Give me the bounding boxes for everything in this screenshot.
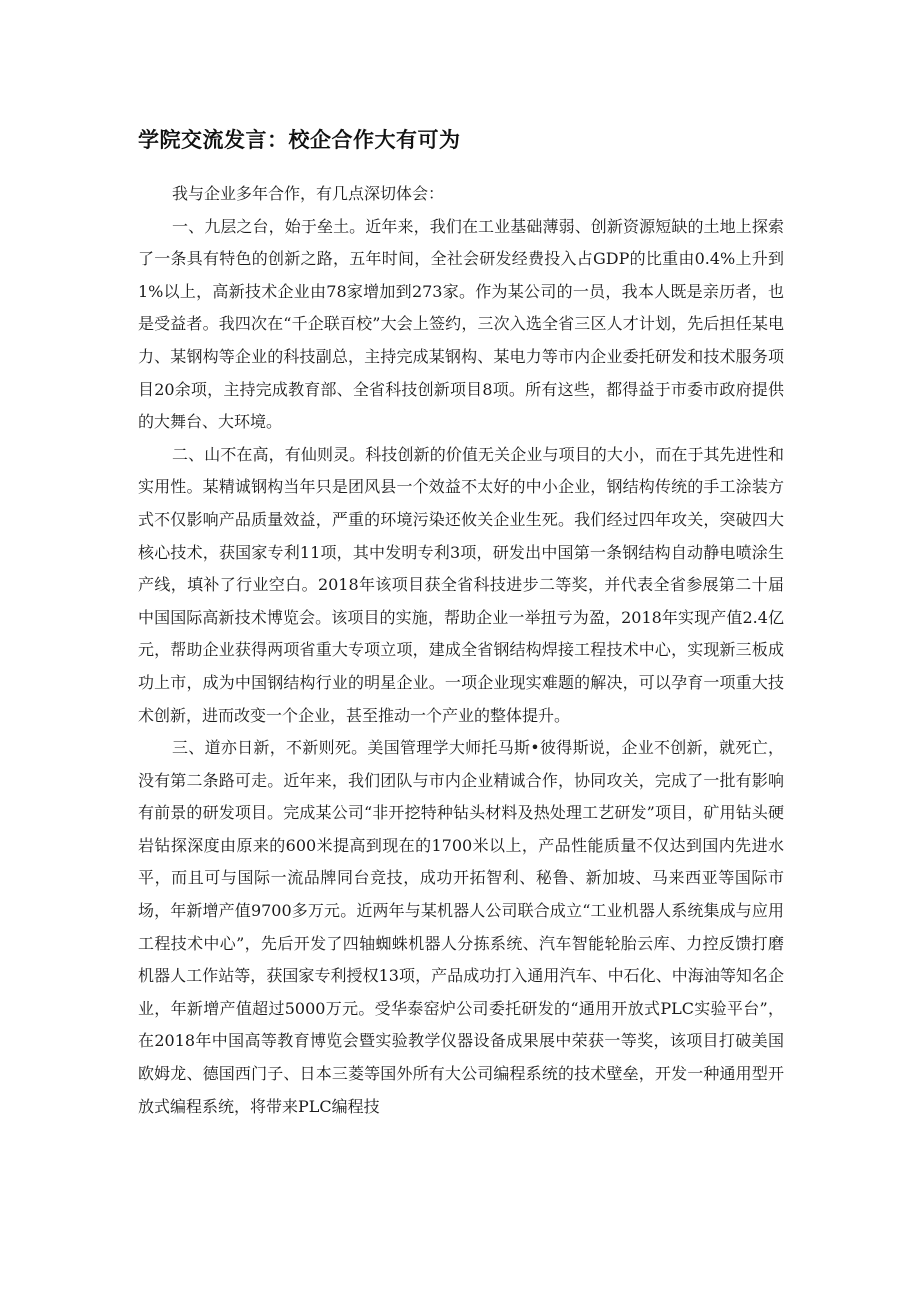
paragraph-point-three: 三、道亦日新，不新则死。美国管理学大师托马斯•彼得斯说，企业不创新，就死亡，没有第二条路可走。近年来，我们团队与市内企业精诚合作，协同攻关，完成了一批有影响有前景的研发项目。完成某公司“非开挖特种钻头材料及热处理工艺研发”项目，矿用钻头硬岩钻探深度由原来的600米提高到现在的1700米以上，产品性能质量不仅达到国内先进水平，而且可与国际一流品牌同台竞技，成功开拓智利、秘鲁、新加坡、马来西亚等国际市场，年新增产值9700多万元。近两年与某机器人公司联合成立“工业机器人系统集成与应用工程技术中心”，先后开发了四轴蜘蛛机器人分拣系统、汽车智能轮胎云库、力控反馈打磨机器人工作站等，获国家专利授权13项，产品成功打入通用汽车、中石化、中海油等知名企业，年新增产值超过5000万元。受华泰窑炉公司委托研发的“通用开放式PLC实验平台”，在2018年中国高等教育博览会暨实验教学仪器设备成果展中荣获一等奖，该项目打破美国欧姆龙、德国西门子、日本三菱等国外所有大公司编程系统的技术壁垒，开发一种通用型开放式编程系统，将带来PLC编程技 <box>138 738 784 1116</box>
paragraph-intro: 我与企业多年合作，有几点深切体会： <box>172 184 445 203</box>
document-title: 学院交流发言：校企合作大有可为 <box>138 128 461 152</box>
document-page <box>138 124 784 1123</box>
paragraph-point-one: 一、九层之台，始于垒土。近年来，我们在工业基础薄弱、创新资源短缺的土地上探索了一条具有特色的创新之路，五年时间，全社会研发经费投入占GDP的比重由0.4%上升到1%以上，高新技术企业由78家增加到273家。作为某公司的一员，我本人既是亲历者，也是受益者。我四次在“千企联百校”大会上签约，三次入选全省三区人才计划，先后担任某电力、某钢构等企业的科技副总，主持完成某钢构、某电力等市内企业委托研发和技术服务项目20余项，主持完成教育部、全省科技创新项目8项。所有这些，都得益于市委市政府提供的大舞台、大环境。 <box>138 216 784 432</box>
paragraph-point-two: 二、山不在高，有仙则灵。科技创新的价值无关企业与项目的大小，而在于其先进性和实用性。某精诚钢构当年只是团风县一个效益不太好的中小企业，钢结构传统的手工涂装方式不仅影响产品质量效益，严重的环境污染还攸关企业生死。我们经过四年攻关，突破四大核心技术，获国家专利11项，其中发明专利3项，研发出中国第一条钢结构自动静电喷涂生产线，填补了行业空白。2018年该项目获全省科技进步二等奖，并代表全省参展第二十届中国国际高新技术博览会。该项目的实施，帮助企业一举扭亏为盈，2018年实现产值2.4亿元，帮助企业获得两项省重大专项立项，建成全省钢结构焊接工程技术中心，实现新三板成功上市，成为中国钢结构行业的明星企业。一项企业现实难题的解决，可以孕育一项重大技术创新，进而改变一个企业，甚至推动一个产业的整体提升。 <box>138 444 784 725</box>
